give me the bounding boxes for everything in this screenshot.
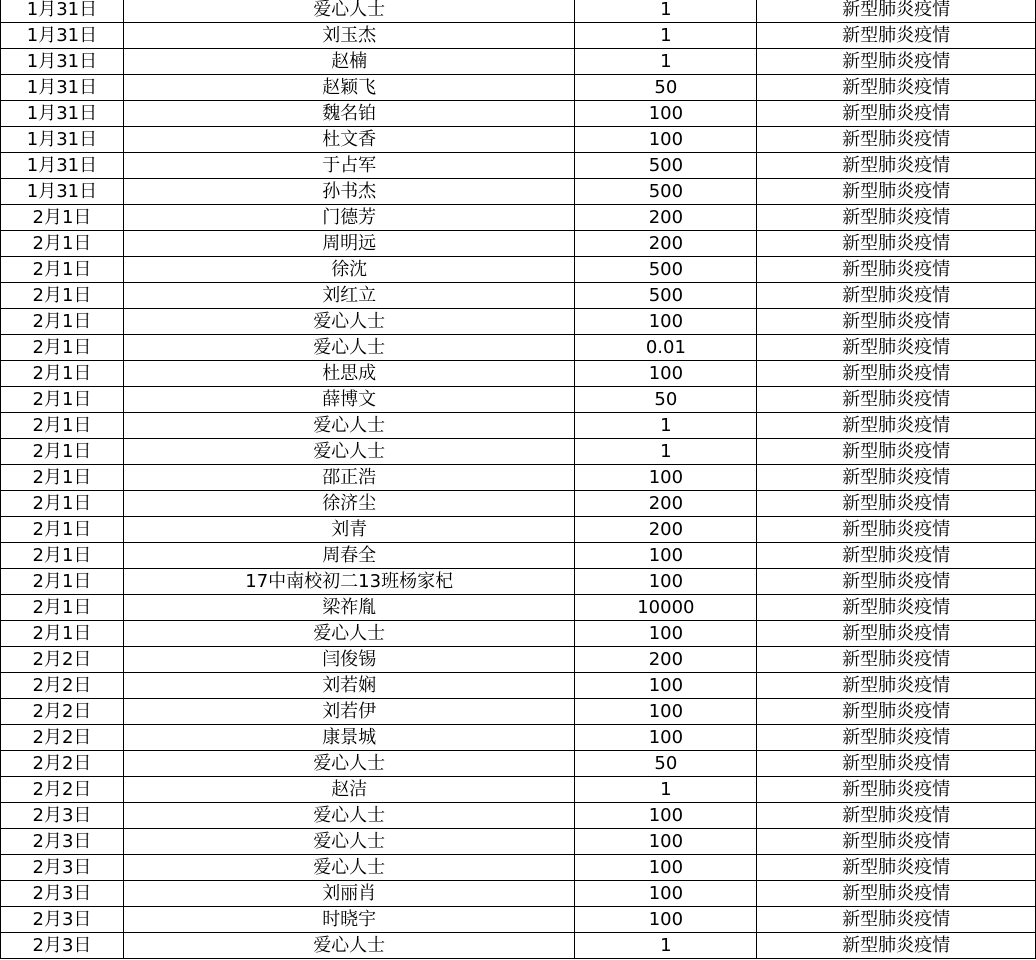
cell-purpose[interactable]: 新型肺炎疫情 xyxy=(757,335,1036,361)
table-row xyxy=(1,829,1036,855)
cell-date[interactable]: 1月31日 xyxy=(1,101,124,127)
cell-purpose[interactable]: 新型肺炎疫情 xyxy=(757,179,1036,205)
cell-date[interactable]: 1月31日 xyxy=(1,179,124,205)
cell-amount[interactable]: 100 xyxy=(575,621,757,647)
cell-date[interactable]: 2月1日 xyxy=(1,335,124,361)
cell-amount[interactable]: 100 xyxy=(575,465,757,491)
table-row xyxy=(1,517,1036,543)
table-row xyxy=(1,777,1036,803)
cell-date[interactable]: 2月1日 xyxy=(1,283,124,309)
cell-amount[interactable]: 100 xyxy=(575,829,757,855)
table-row xyxy=(1,699,1036,725)
cell-name[interactable]: 周明远 xyxy=(123,231,575,257)
cell-amount[interactable]: 200 xyxy=(575,231,757,257)
cell-purpose[interactable]: 新型肺炎疫情 xyxy=(757,621,1036,647)
cell-date[interactable]: 2月1日 xyxy=(1,517,124,543)
table-row xyxy=(1,569,1036,595)
cell-purpose[interactable]: 新型肺炎疫情 xyxy=(757,907,1036,933)
cell-purpose[interactable]: 新型肺炎疫情 xyxy=(757,569,1036,595)
cell-purpose[interactable]: 新型肺炎疫情 xyxy=(757,413,1036,439)
cell-amount[interactable]: 100 xyxy=(575,673,757,699)
cell-purpose[interactable]: 新型肺炎疫情 xyxy=(757,933,1036,959)
cell-date[interactable]: 1月31日 xyxy=(1,23,124,49)
table-row xyxy=(1,179,1036,205)
cell-date[interactable]: 2月1日 xyxy=(1,621,124,647)
table-row xyxy=(1,465,1036,491)
table-row xyxy=(1,647,1036,673)
cell-name[interactable]: 杜思成 xyxy=(123,361,575,387)
cell-amount[interactable]: 100 xyxy=(575,855,757,881)
cell-purpose[interactable]: 新型肺炎疫情 xyxy=(757,439,1036,465)
cell-purpose[interactable]: 新型肺炎疫情 xyxy=(757,803,1036,829)
cell-name[interactable]: 刘红立 xyxy=(123,283,575,309)
table-body xyxy=(1,0,1036,959)
cell-amount[interactable]: 1 xyxy=(575,0,757,23)
table-row xyxy=(1,673,1036,699)
cell-name[interactable]: 刘若娴 xyxy=(123,673,575,699)
cell-date[interactable]: 2月3日 xyxy=(1,829,124,855)
table-row xyxy=(1,751,1036,777)
cell-name[interactable]: 孙书杰 xyxy=(123,179,575,205)
cell-date[interactable]: 2月2日 xyxy=(1,647,124,673)
cell-name[interactable]: 徐济尘 xyxy=(123,491,575,517)
table-row xyxy=(1,309,1036,335)
table-row xyxy=(1,101,1036,127)
cell-purpose[interactable]: 新型肺炎疫情 xyxy=(757,231,1036,257)
cell-name[interactable]: 爱心人士 xyxy=(123,803,575,829)
cell-purpose[interactable]: 新型肺炎疫情 xyxy=(757,595,1036,621)
cell-name[interactable]: 爱心人士 xyxy=(123,751,575,777)
table-row xyxy=(1,23,1036,49)
cell-purpose[interactable]: 新型肺炎疫情 xyxy=(757,751,1036,777)
cell-date[interactable]: 2月3日 xyxy=(1,855,124,881)
cell-purpose[interactable]: 新型肺炎疫情 xyxy=(757,725,1036,751)
cell-amount[interactable]: 100 xyxy=(575,699,757,725)
cell-date[interactable]: 1月31日 xyxy=(1,127,124,153)
cell-amount[interactable]: 200 xyxy=(575,491,757,517)
cell-name[interactable]: 赵颖飞 xyxy=(123,75,575,101)
cell-name[interactable]: 爱心人士 xyxy=(123,0,575,23)
cell-date[interactable]: 2月1日 xyxy=(1,413,124,439)
cell-purpose[interactable]: 新型肺炎疫情 xyxy=(757,491,1036,517)
cell-amount[interactable]: 50 xyxy=(575,751,757,777)
table-row xyxy=(1,205,1036,231)
cell-amount[interactable]: 1 xyxy=(575,49,757,75)
cell-date[interactable]: 2月1日 xyxy=(1,361,124,387)
table-row xyxy=(1,231,1036,257)
cell-name[interactable]: 刘玉杰 xyxy=(123,23,575,49)
cell-amount[interactable]: 100 xyxy=(575,725,757,751)
cell-date[interactable]: 2月2日 xyxy=(1,725,124,751)
cell-purpose[interactable]: 新型肺炎疫情 xyxy=(757,75,1036,101)
cell-purpose[interactable]: 新型肺炎疫情 xyxy=(757,23,1036,49)
cell-purpose[interactable]: 新型肺炎疫情 xyxy=(757,0,1036,23)
cell-name[interactable]: 爱心人士 xyxy=(123,621,575,647)
cell-purpose[interactable]: 新型肺炎疫情 xyxy=(757,283,1036,309)
cell-amount[interactable]: 1 xyxy=(575,413,757,439)
cell-purpose[interactable]: 新型肺炎疫情 xyxy=(757,829,1036,855)
cell-name[interactable]: 爱心人士 xyxy=(123,829,575,855)
table-row xyxy=(1,881,1036,907)
cell-date[interactable]: 2月1日 xyxy=(1,439,124,465)
table-row xyxy=(1,153,1036,179)
cell-name[interactable]: 刘若伊 xyxy=(123,699,575,725)
cell-name[interactable]: 康景城 xyxy=(123,725,575,751)
cell-purpose[interactable]: 新型肺炎疫情 xyxy=(757,699,1036,725)
cell-purpose[interactable]: 新型肺炎疫情 xyxy=(757,309,1036,335)
cell-name[interactable]: 徐沈 xyxy=(123,257,575,283)
cell-date[interactable]: 2月3日 xyxy=(1,933,124,959)
cell-date[interactable]: 2月1日 xyxy=(1,231,124,257)
cell-name[interactable]: 周春全 xyxy=(123,543,575,569)
table-row xyxy=(1,257,1036,283)
cell-name[interactable]: 邵正浩 xyxy=(123,465,575,491)
table-row xyxy=(1,855,1036,881)
cell-amount[interactable]: 1 xyxy=(575,777,757,803)
cell-date[interactable]: 2月1日 xyxy=(1,543,124,569)
cell-date[interactable]: 2月1日 xyxy=(1,595,124,621)
cell-date[interactable]: 2月1日 xyxy=(1,569,124,595)
cell-purpose[interactable]: 新型肺炎疫情 xyxy=(757,673,1036,699)
cell-purpose[interactable]: 新型肺炎疫情 xyxy=(757,205,1036,231)
table-row xyxy=(1,413,1036,439)
cell-amount[interactable]: 100 xyxy=(575,127,757,153)
table-row xyxy=(1,907,1036,933)
cell-amount[interactable]: 0.01 xyxy=(575,335,757,361)
table-row xyxy=(1,0,1036,23)
table-row xyxy=(1,387,1036,413)
cell-amount[interactable]: 100 xyxy=(575,361,757,387)
table-row xyxy=(1,725,1036,751)
cell-amount[interactable]: 500 xyxy=(575,257,757,283)
cell-date[interactable]: 2月1日 xyxy=(1,491,124,517)
cell-date[interactable]: 2月3日 xyxy=(1,907,124,933)
table-row xyxy=(1,543,1036,569)
cell-date[interactable]: 2月1日 xyxy=(1,465,124,491)
cell-name[interactable]: 爱心人士 xyxy=(123,855,575,881)
cell-amount[interactable]: 500 xyxy=(575,179,757,205)
cell-name[interactable]: 17中南校初二13班杨家杞 xyxy=(123,569,575,595)
cell-purpose[interactable]: 新型肺炎疫情 xyxy=(757,153,1036,179)
cell-name[interactable]: 时晓宇 xyxy=(123,907,575,933)
table-row xyxy=(1,283,1036,309)
table-row xyxy=(1,127,1036,153)
cell-purpose[interactable]: 新型肺炎疫情 xyxy=(757,855,1036,881)
cell-purpose[interactable]: 新型肺炎疫情 xyxy=(757,777,1036,803)
cell-date[interactable]: 2月2日 xyxy=(1,673,124,699)
cell-name[interactable]: 爱心人士 xyxy=(123,439,575,465)
table-row xyxy=(1,439,1036,465)
cell-date[interactable]: 2月1日 xyxy=(1,387,124,413)
cell-date[interactable]: 2月2日 xyxy=(1,777,124,803)
cell-date[interactable]: 2月1日 xyxy=(1,205,124,231)
cell-name[interactable]: 梁祚胤 xyxy=(123,595,575,621)
cell-amount[interactable]: 200 xyxy=(575,517,757,543)
cell-amount[interactable]: 10000 xyxy=(575,595,757,621)
cell-purpose[interactable]: 新型肺炎疫情 xyxy=(757,127,1036,153)
cell-amount[interactable]: 200 xyxy=(575,647,757,673)
cell-purpose[interactable]: 新型肺炎疫情 xyxy=(757,465,1036,491)
cell-amount[interactable]: 100 xyxy=(575,569,757,595)
cell-amount[interactable]: 500 xyxy=(575,153,757,179)
table-row xyxy=(1,595,1036,621)
table-row xyxy=(1,75,1036,101)
cell-purpose[interactable]: 新型肺炎疫情 xyxy=(757,101,1036,127)
cell-name[interactable]: 门德芳 xyxy=(123,205,575,231)
cell-amount[interactable]: 50 xyxy=(575,387,757,413)
cell-amount[interactable]: 200 xyxy=(575,205,757,231)
cell-name[interactable]: 杜文香 xyxy=(123,127,575,153)
table-row xyxy=(1,803,1036,829)
cell-amount[interactable]: 100 xyxy=(575,803,757,829)
cell-date[interactable]: 2月2日 xyxy=(1,699,124,725)
cell-date[interactable]: 2月2日 xyxy=(1,751,124,777)
table-row xyxy=(1,621,1036,647)
cell-amount[interactable]: 100 xyxy=(575,907,757,933)
table-row xyxy=(1,933,1036,959)
cell-purpose[interactable]: 新型肺炎疫情 xyxy=(757,647,1036,673)
cell-amount[interactable]: 500 xyxy=(575,283,757,309)
cell-date[interactable]: 1月31日 xyxy=(1,0,124,23)
cell-name[interactable]: 赵洁 xyxy=(123,777,575,803)
cell-purpose[interactable]: 新型肺炎疫情 xyxy=(757,387,1036,413)
cell-name[interactable]: 爱心人士 xyxy=(123,335,575,361)
table-row xyxy=(1,491,1036,517)
cell-name[interactable]: 爱心人士 xyxy=(123,309,575,335)
cell-name[interactable]: 薛博文 xyxy=(123,387,575,413)
cell-amount[interactable]: 100 xyxy=(575,101,757,127)
cell-purpose[interactable]: 新型肺炎疫情 xyxy=(757,49,1036,75)
cell-date[interactable]: 1月31日 xyxy=(1,75,124,101)
cell-name[interactable]: 闫俊锡 xyxy=(123,647,575,673)
cell-date[interactable]: 1月31日 xyxy=(1,49,124,75)
cell-date[interactable]: 2月3日 xyxy=(1,881,124,907)
cell-amount[interactable]: 50 xyxy=(575,75,757,101)
cell-name[interactable]: 刘青 xyxy=(123,517,575,543)
cell-name[interactable]: 魏名铂 xyxy=(123,101,575,127)
cell-amount[interactable]: 100 xyxy=(575,309,757,335)
table-row xyxy=(1,49,1036,75)
cell-amount[interactable]: 1 xyxy=(575,933,757,959)
cell-purpose[interactable]: 新型肺炎疫情 xyxy=(757,881,1036,907)
cell-amount[interactable]: 1 xyxy=(575,23,757,49)
cell-date[interactable]: 2月1日 xyxy=(1,257,124,283)
cell-amount[interactable]: 100 xyxy=(575,543,757,569)
cell-date[interactable]: 2月3日 xyxy=(1,803,124,829)
cell-purpose[interactable]: 新型肺炎疫情 xyxy=(757,257,1036,283)
cell-name[interactable]: 刘丽肖 xyxy=(123,881,575,907)
cell-name[interactable]: 于占军 xyxy=(123,153,575,179)
cell-name[interactable]: 爱心人士 xyxy=(123,413,575,439)
cell-name[interactable]: 赵楠 xyxy=(123,49,575,75)
cell-purpose[interactable]: 新型肺炎疫情 xyxy=(757,543,1036,569)
cell-name[interactable]: 爱心人士 xyxy=(123,933,575,959)
cell-amount[interactable]: 100 xyxy=(575,881,757,907)
cell-purpose[interactable]: 新型肺炎疫情 xyxy=(757,361,1036,387)
table-row xyxy=(1,361,1036,387)
cell-purpose[interactable]: 新型肺炎疫情 xyxy=(757,517,1036,543)
cell-amount[interactable]: 1 xyxy=(575,439,757,465)
cell-date[interactable]: 1月31日 xyxy=(1,153,124,179)
table-row xyxy=(1,335,1036,361)
cell-date[interactable]: 2月1日 xyxy=(1,309,124,335)
